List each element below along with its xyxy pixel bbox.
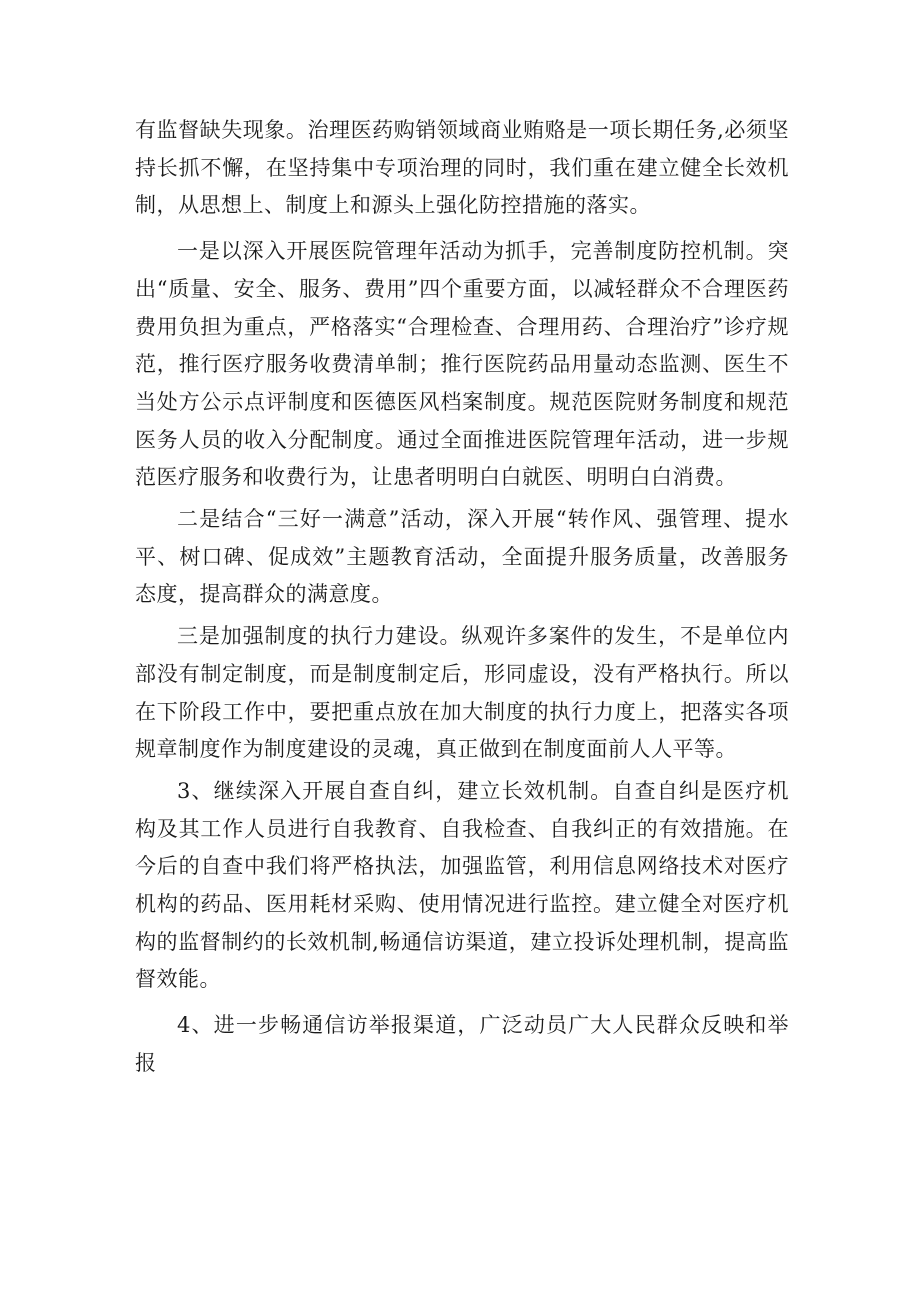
paragraph-section-4: 4、进一步畅通信访举报渠道，广泛动员广大人民群众反映和举报 (135, 1013, 789, 1075)
paragraph-continuation: 有监督缺失现象。治理医药购销领域商业贿赂是一项长期任务,必须坚持长抓不懈，在坚持集中专项治理的同时，我们重在建立健全长效机制，从思想上、制度上和源头上强化防控措施的落实。 (135, 118, 789, 218)
paragraph-point-one: 一是以深入开展医院管理年活动为抓手，完善制度防控机制。突出“质量、安全、服务、费用”四个重要方面，以减轻群众不合理医药费用负担为重点，严格落实“合理检查、合理用药、合理治疗”诊疗规范，推行医疗服务收费清单制；推行医院药品用量动态监测、医生不当处方公示点评制度和医德医风档案制度。规范医院财务制度和规范医务人员的收入分配制度。通过全面推进医院管理年活动，进一步规范医疗服务和收费行为，让患者明明白白就医、明明白白消费。 (135, 239, 789, 490)
paragraph-point-two: 二是结合“三好一满意”活动，深入开展“转作风、强管理、提水平、树口碑、促成效”主题教育活动，全面提升服务质量，改善服务态度，提高群众的满意度。 (135, 507, 789, 607)
document-body (135, 112, 789, 1083)
paragraph-section-3: 3、继续深入开展自查自纠，建立长效机制。自查自纠是医疗机构及其工作人员进行自我教育、自我检查、自我纠正的有效措施。在今后的自查中我们将严格执法，加强监管，利用信息网络技术对医疗机构的药品、医用耗材采购、使用情况进行监控。建立健全对医疗机构的监督制约的长效机制,畅通信访渠道，建立投诉处理机制，提高监督效能。 (135, 778, 789, 992)
paragraph-point-three: 三是加强制度的执行力建设。纵观许多案件的发生，不是单位内部没有制定制度，而是制度制定后，形同虚设，没有严格执行。所以在下阶段工作中，要把重点放在加大制度的执行力度上，把落实各项规章制度作为制度建设的灵魂，真正做到在制度面前人人平等。 (135, 624, 789, 762)
